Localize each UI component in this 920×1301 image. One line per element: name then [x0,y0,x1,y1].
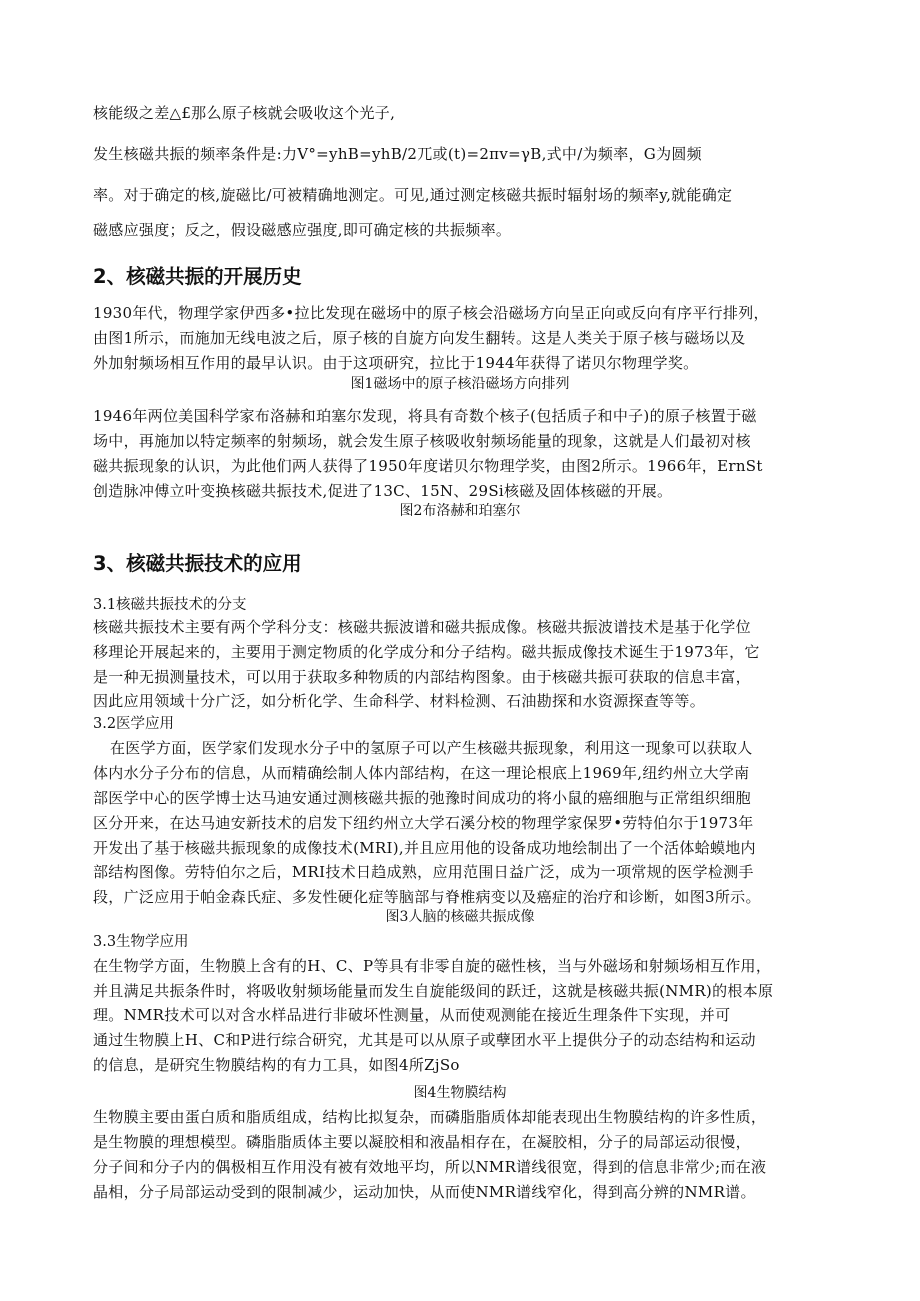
s2-para1-line: 外加射频场相互作用的最早认识。由于这项研究，拉比于1944年获得了诺贝尔物理学奖。 [93,354,699,372]
s2-para2-line: 创造脉冲傅立叶变换核磁共振技术,促进了13C、15N、29Si核磁及固体核磁的开展。 [93,482,673,500]
s3-para3-line: 在生物学方面，生物膜上含有的H、C、P等具有非零自旋的磁性核，当与外磁场和射频场相互作用， [93,957,772,975]
intro-line-1: 核能级之差△£那么原子核就会吸收这个光子, [93,104,396,122]
s3-para4-line: 分子间和分子内的偶极相互作用没有被有效地平均，所以NMR谱线很宽，得到的信息非常少;而在液 [93,1158,767,1176]
s3-para4-line: 晶相，分子局部运动受到的限制减少，运动加快，从而使NMR谱线窄化，得到高分辨的NMR谱。 [93,1183,756,1201]
s3-para2-line: 部结构图像。劳特伯尔之后，MRI技术日趋成熟，应用范围日益广泛，成为一项常规的医学检测手 [93,863,754,881]
intro-line-4: 磁感应强度；反之，假设磁感应强度,即可确定核的共振频率。 [93,221,512,239]
subsection-3-2-title: 3.2医学应用 [93,716,175,732]
s3-para4-line: 是生物膜的理想模型。磷脂脂质体主要以凝胶相和液晶相存在，在凝胶相，分子的局部运动很慢， [93,1133,751,1151]
s3-para2-line: 开发出了基于核磁共振现象的成像技术(MRI),并且应用他的设备成功地绘制出了一个活体蛤蟆地内 [93,839,756,857]
s3-para3-line: 并且满足共振条件时，将吸收射频场能量而发生自旋能级间的跃迁，这就是核磁共振(NMR)的根本原 [93,982,774,1000]
s3-para3-line: 理。NMR技术可以对含水样品进行非破坏性测量，从而使观测能在接近生理条件下实现，并可 [93,1006,731,1024]
s3-para3-line: 的信息，是研究生物膜结构的有力工具，如图4所ZjSo [93,1056,460,1074]
section-2-heading: 2、核磁共振的开展历史 [93,265,302,288]
s3-para3-line: 通过生物膜上H、C和P进行综合研究，尤其是可以从原子或孽团水平上提供分子的动态结构和运动 [93,1031,756,1049]
figure-4-caption: 图4生物膜结构 [413,1085,507,1101]
s3-para1-line: 是一种无损测量技术，可以用于获取多种物质的内部结构图象。由于核磁共振可获取的信息丰富， [93,668,751,686]
subsection-3-1-title: 3.1核磁共振技术的分支 [93,597,247,613]
s3-para4-line: 生物膜主要由蛋白质和脂质组成，结构比拟复杂，而磷脂脂质体却能表现出生物膜结构的许多性质， [93,1108,767,1126]
intro-line-2: 发生核磁共振的频率条件是:力V°=yhB=yhB/2兀或(t)=2πv=γB,式中/为频率，G为圆频 [93,145,702,163]
s3-para1-line: 移理论开展起来的，主要用于测定物质的化学成分和分子结构。磁共振成像技术诞生于1973年，它 [93,643,760,661]
figure-2-caption: 图2布洛赫和珀塞尔 [399,503,521,519]
s3-para2-line: 部医学中心的医学博士达马迪安通过测核磁共振的弛豫时间成功的将小鼠的癌细胞与正常组织细胞 [93,789,751,807]
s2-para1-line: 1930年代，物理学家伊西多•拉比发现在磁场中的原子核会沿磁场方向呈正向或反向有序平行排列， [93,304,769,322]
s3-para2-line: 在医学方面，医学家们发现水分子中的氢原子可以产生核磁共振现象，利用这一现象可以获取人 [110,739,753,757]
s3-para1-line: 核磁共振技术主要有两个学科分支：核磁共振波谱和磁共振成像。核磁共振波谱技术是基于化学位 [93,618,751,636]
s2-para2-line: 磁共振现象的认识，为此他们两人获得了1950年度诺贝尔物理学奖，由图2所示。1966年，ErnSt [93,457,763,475]
intro-line-3: 率。对于确定的核,旋磁比/可被精确地测定。可见,通过测定核磁共振时辐射场的频率y,就能确定 [93,186,733,204]
section-3-heading: 3、核磁共振技术的应用 [93,552,302,575]
s2-para2-line: 场中，再施加以特定频率的射频场，就会发生原子核吸收射频场能量的现象，这就是人们最初对核 [93,432,751,450]
s3-para2-line: 体内水分子分布的信息，从而精确绘制人体内部结构，在这一理论根底上1969年,纽约州立大学南 [93,764,750,782]
figure-1-caption: 图1磁场中的原子核沿磁场方向排列 [350,376,570,392]
s3-para1-line: 因此应用领域十分广泛，如分析化学、生命科学、材料检测、石油勘探和水资源探查等等。 [93,692,706,710]
figure-3-caption: 图3人脑的核磁共振成像 [385,909,535,925]
subsection-3-3-title: 3.3生物学应用 [93,934,189,950]
s2-para2-line: 1946年两位美国科学家布洛赫和珀塞尔发现，将具有奇数个核子(包括质子和中子)的原子核置于磁 [93,407,757,425]
s3-para2-line: 段，广泛应用于帕金森氏症、多发性硬化症等脑部与脊椎病变以及癌症的治疗和诊断，如图3所示。 [93,888,761,906]
s2-para1-line: 由图1所示，而施加无线电波之后，原子核的自旋方向发生翻转。这是人类关于原子核与磁场以及 [93,329,746,347]
s3-para2-line: 区分开来，在达马迪安新技术的启发下纽约州立大学石溪分校的物理学家保罗•劳特伯尔于1973年 [93,814,754,832]
